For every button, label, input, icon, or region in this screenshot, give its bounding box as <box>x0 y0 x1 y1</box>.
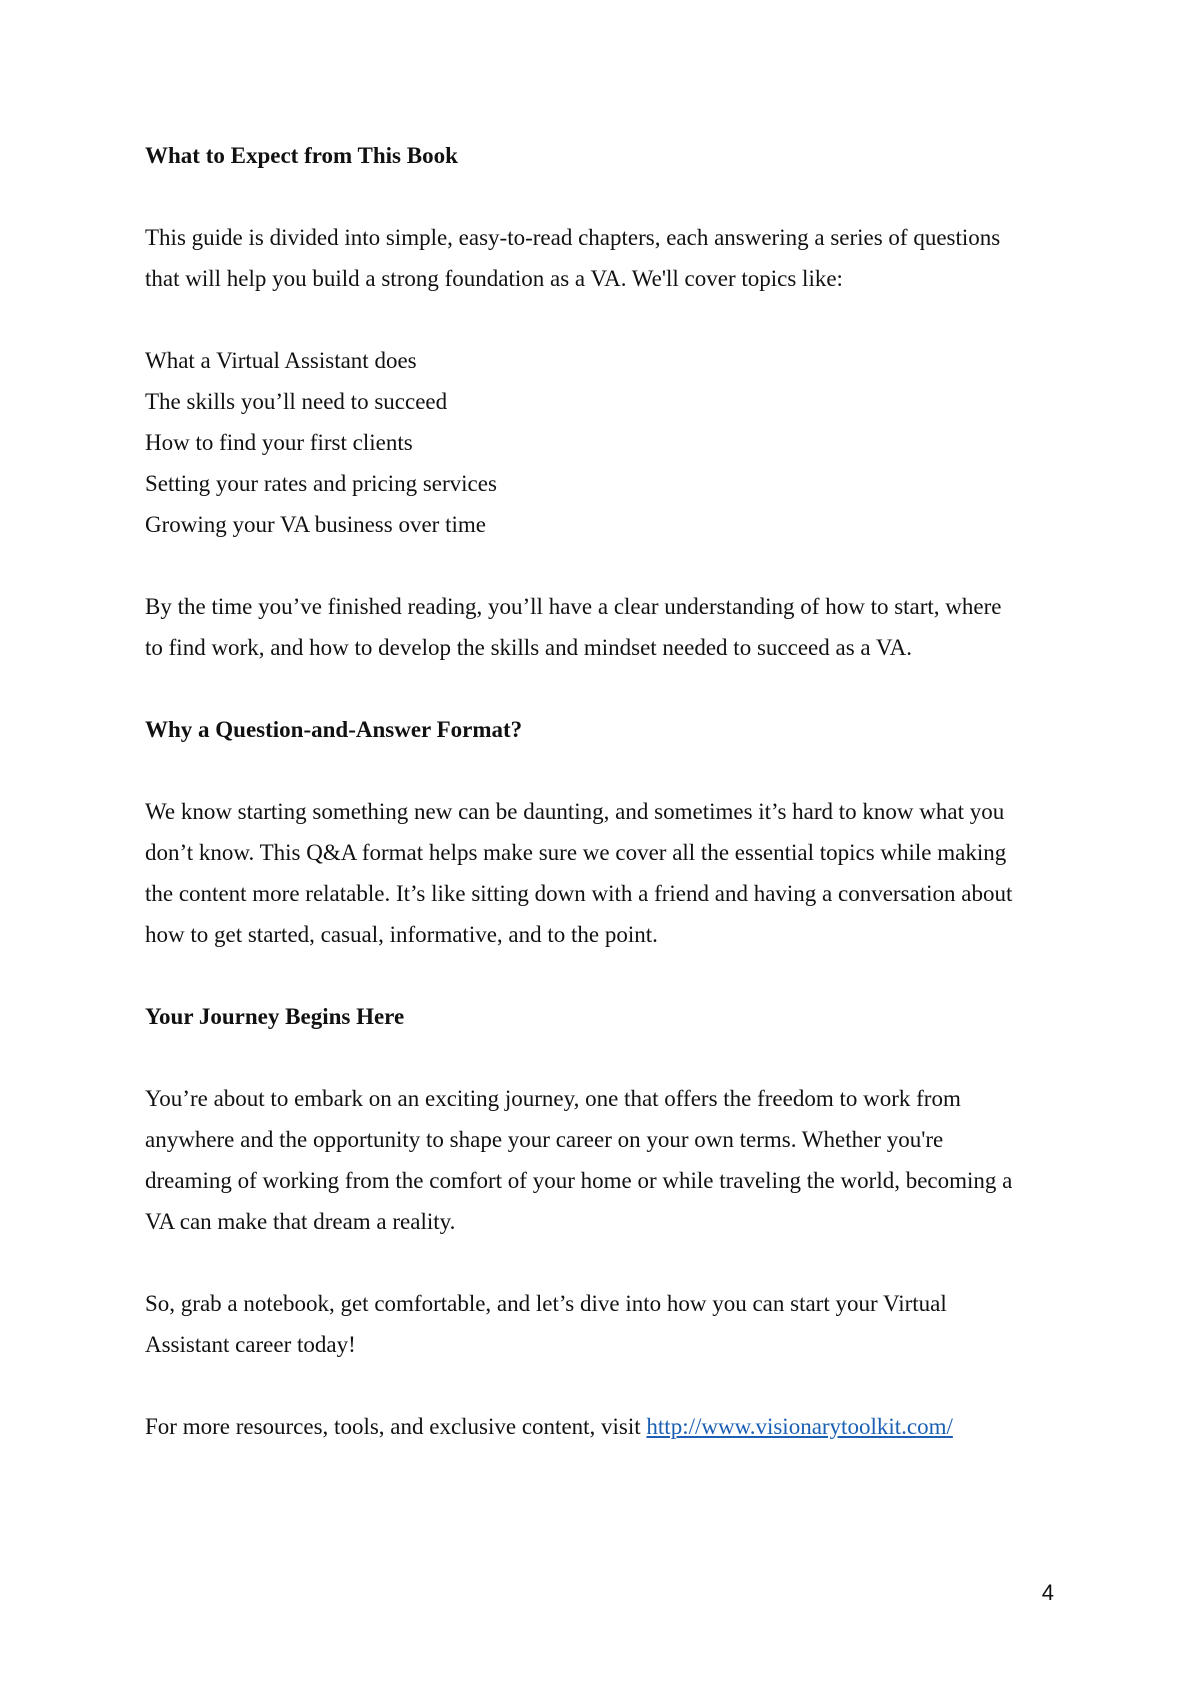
paragraph-line: anywhere and the opportunity to shape your career on your own terms. Whether you're <box>145 1127 944 1152</box>
spacer <box>145 545 1045 586</box>
paragraph-line: to find work, and how to develop the skills and mindset needed to succeed as a VA. <box>145 635 912 660</box>
spacer <box>145 1365 1045 1406</box>
list-item: How to find your first clients <box>145 430 413 455</box>
paragraph-line: VA can make that dream a reality. <box>145 1209 456 1234</box>
paragraph-line: Assistant career today! <box>145 1332 356 1357</box>
spacer <box>145 176 1045 217</box>
paragraph-line: dreaming of working from the comfort of your home or while traveling the world, becoming a <box>145 1168 1013 1193</box>
paragraph-line: This guide is divided into simple, easy-to-read chapters, each answering a series of questions <box>145 225 1001 250</box>
paragraph-line: that will help you build a strong foundation as a VA. We'll cover topics like: <box>145 266 843 291</box>
qa-paragraph <box>145 791 1045 955</box>
section-heading-what-to-expect: What to Expect from This Book <box>145 143 458 168</box>
resources-text: For more resources, tools, and exclusive content, visit <box>145 1414 647 1439</box>
list-item: The skills you’ll need to succeed <box>145 389 448 414</box>
list-item: What a Virtual Assistant does <box>145 348 417 373</box>
intro-paragraph <box>145 217 1045 299</box>
spacer <box>145 668 1045 709</box>
resources-paragraph <box>145 1406 1045 1447</box>
closing-paragraph <box>145 586 1045 668</box>
page-number: 4 <box>1041 1580 1054 1605</box>
website-link[interactable]: http://www.visionarytoolkit.com/ <box>646 1414 953 1439</box>
paragraph-line: don’t know. This Q&A format helps make sure we cover all the essential topics while making <box>145 840 1007 865</box>
spacer <box>145 750 1045 791</box>
list-item: Growing your VA business over time <box>145 512 486 537</box>
paragraph-line: So, grab a notebook, get comfortable, and let’s dive into how you can start your Virtual <box>145 1291 947 1316</box>
spacer <box>145 299 1045 340</box>
spacer <box>145 1242 1045 1283</box>
paragraph-line: You’re about to embark on an exciting journey, one that offers the freedom to work from <box>145 1086 961 1111</box>
paragraph-line: the content more relatable. It’s like sitting down with a friend and having a conversation about <box>145 881 1013 906</box>
section-heading-qa-format: Why a Question-and-Answer Format? <box>145 717 523 742</box>
paragraph-line: how to get started, casual, informative, and to the point. <box>145 922 658 947</box>
section-heading-journey: Your Journey Begins Here <box>145 1004 405 1029</box>
call-to-action-paragraph <box>145 1283 1045 1365</box>
paragraph-line: By the time you’ve finished reading, you’ll have a clear understanding of how to start, where <box>145 594 1002 619</box>
list-item: Setting your rates and pricing services <box>145 471 497 496</box>
paragraph-line: We know starting something new can be daunting, and sometimes it’s hard to know what you <box>145 799 1005 824</box>
spacer <box>145 955 1045 996</box>
document-page <box>145 135 1045 1447</box>
topics-list <box>145 340 1045 545</box>
spacer <box>145 1037 1045 1078</box>
journey-paragraph <box>145 1078 1045 1242</box>
